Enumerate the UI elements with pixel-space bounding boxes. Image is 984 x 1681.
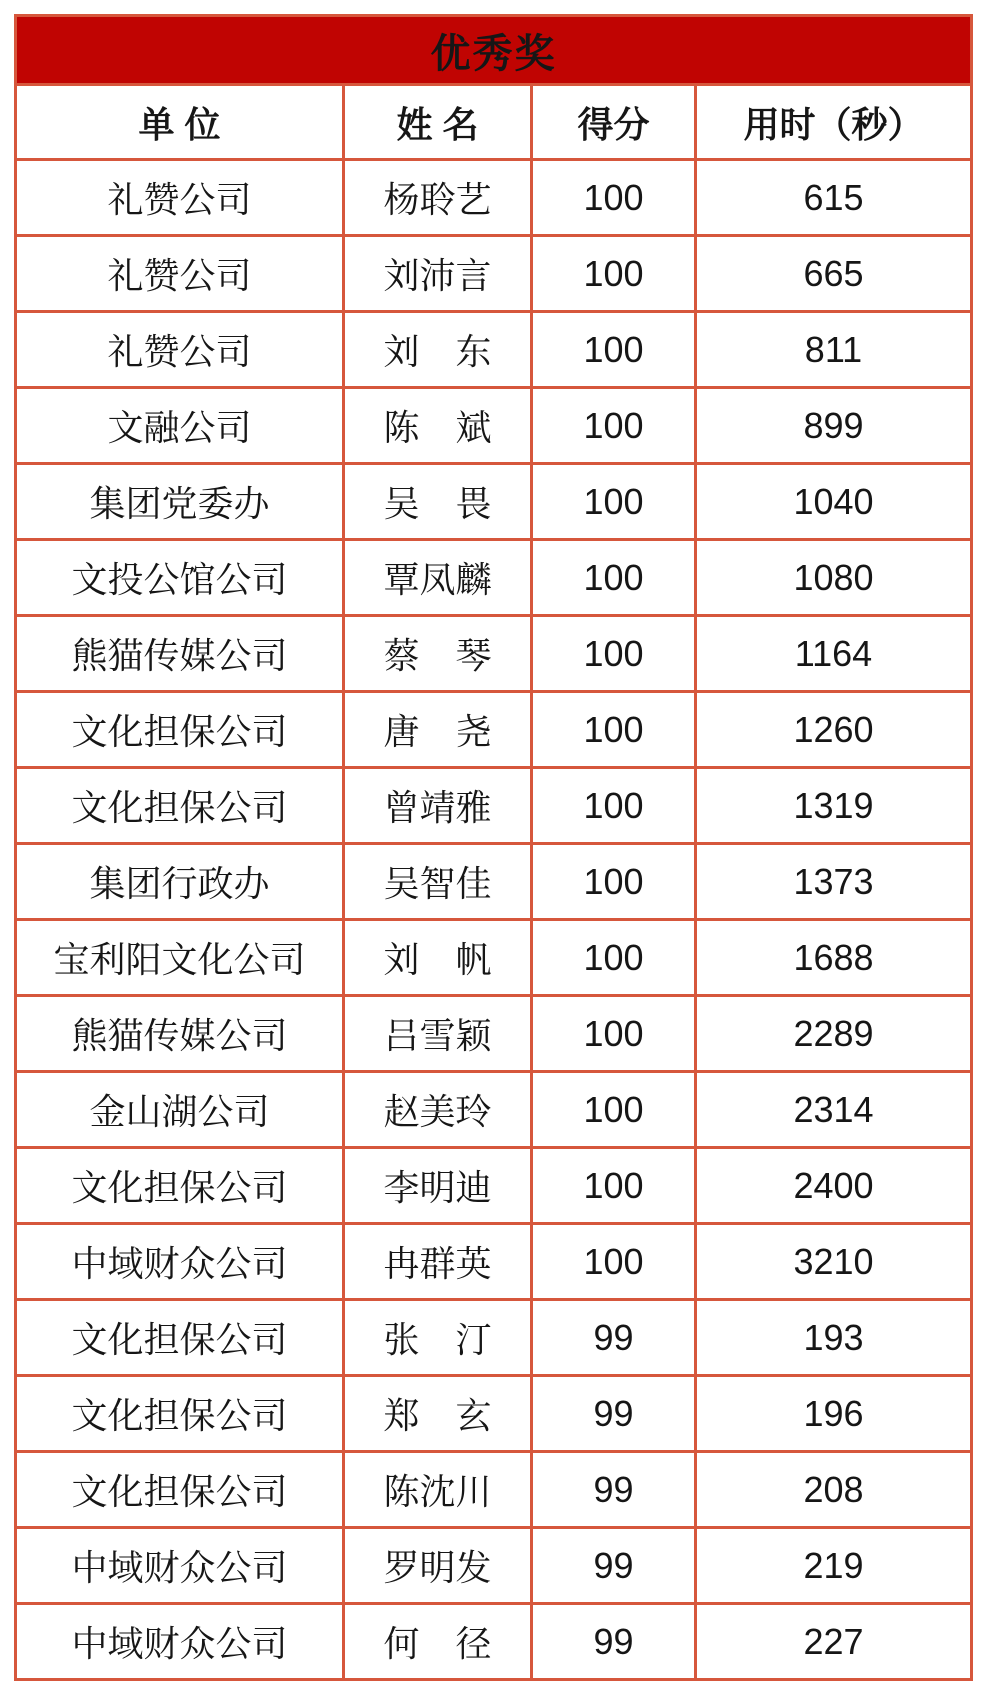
cell-unit: 中域财众公司 [16,1604,344,1680]
cell-time: 193 [696,1300,972,1376]
table-row [16,1452,972,1528]
cell-name: 冉群英 [344,1224,532,1300]
col-header-score: 得分 [532,85,696,160]
col-header-unit: 单 位 [16,85,344,160]
cell-name: 唐 尧 [344,692,532,768]
cell-score: 99 [532,1528,696,1604]
table-row [16,920,972,996]
table-title: 优秀奖 [16,16,972,85]
cell-score: 100 [532,1072,696,1148]
cell-unit: 礼赞公司 [16,312,344,388]
cell-unit: 文化担保公司 [16,1148,344,1224]
cell-name: 陈沈川 [344,1452,532,1528]
cell-name: 刘 东 [344,312,532,388]
table-row [16,844,972,920]
cell-unit: 金山湖公司 [16,1072,344,1148]
cell-name: 张 汀 [344,1300,532,1376]
col-header-time: 用时（秒） [696,85,972,160]
cell-score: 100 [532,312,696,388]
table-row [16,464,972,540]
table-row [16,616,972,692]
cell-unit: 中域财众公司 [16,1528,344,1604]
cell-score: 100 [532,464,696,540]
cell-score: 100 [532,920,696,996]
table-row [16,1148,972,1224]
table-row [16,996,972,1072]
cell-time: 1040 [696,464,972,540]
award-table [14,14,973,1681]
cell-unit: 文化担保公司 [16,1452,344,1528]
cell-unit: 中域财众公司 [16,1224,344,1300]
cell-unit: 礼赞公司 [16,236,344,312]
table-row [16,768,972,844]
cell-name: 何 径 [344,1604,532,1680]
table-row [16,312,972,388]
cell-time: 615 [696,160,972,236]
cell-time: 665 [696,236,972,312]
cell-unit: 礼赞公司 [16,160,344,236]
cell-time: 2400 [696,1148,972,1224]
cell-name: 赵美玲 [344,1072,532,1148]
table-row [16,160,972,236]
table-row [16,1604,972,1680]
cell-score: 99 [532,1376,696,1452]
cell-unit: 集团行政办 [16,844,344,920]
cell-time: 1373 [696,844,972,920]
table-row [16,540,972,616]
cell-name: 陈 斌 [344,388,532,464]
cell-score: 100 [532,540,696,616]
cell-unit: 文化担保公司 [16,1300,344,1376]
col-header-name: 姓 名 [344,85,532,160]
cell-name: 蔡 琴 [344,616,532,692]
cell-time: 196 [696,1376,972,1452]
cell-time: 2289 [696,996,972,1072]
table-row [16,1224,972,1300]
cell-time: 3210 [696,1224,972,1300]
cell-time: 811 [696,312,972,388]
cell-name: 覃凤麟 [344,540,532,616]
title-row [16,16,972,85]
cell-score: 100 [532,1148,696,1224]
cell-score: 99 [532,1300,696,1376]
cell-unit: 文融公司 [16,388,344,464]
cell-score: 100 [532,692,696,768]
cell-score: 99 [532,1604,696,1680]
cell-time: 1319 [696,768,972,844]
cell-time: 1164 [696,616,972,692]
cell-score: 100 [532,768,696,844]
cell-name: 吕雪颖 [344,996,532,1072]
cell-score: 100 [532,616,696,692]
cell-name: 杨聆艺 [344,160,532,236]
cell-time: 1080 [696,540,972,616]
cell-score: 100 [532,236,696,312]
cell-score: 100 [532,388,696,464]
cell-time: 1260 [696,692,972,768]
table-row [16,1376,972,1452]
table-row [16,692,972,768]
cell-name: 李明迪 [344,1148,532,1224]
cell-time: 1688 [696,920,972,996]
cell-score: 100 [532,996,696,1072]
cell-unit: 集团党委办 [16,464,344,540]
table-row [16,1528,972,1604]
cell-name: 吴智佳 [344,844,532,920]
column-header-row [16,85,972,160]
cell-time: 899 [696,388,972,464]
cell-unit: 宝利阳文化公司 [16,920,344,996]
table-row [16,1300,972,1376]
cell-time: 219 [696,1528,972,1604]
cell-unit: 熊猫传媒公司 [16,616,344,692]
cell-time: 227 [696,1604,972,1680]
cell-score: 99 [532,1452,696,1528]
cell-name: 吴 畏 [344,464,532,540]
cell-unit: 熊猫传媒公司 [16,996,344,1072]
cell-name: 刘 帆 [344,920,532,996]
cell-unit: 文化担保公司 [16,692,344,768]
cell-score: 100 [532,844,696,920]
cell-unit: 文化担保公司 [16,1376,344,1452]
cell-unit: 文投公馆公司 [16,540,344,616]
table-row [16,236,972,312]
table-row [16,388,972,464]
cell-name: 罗明发 [344,1528,532,1604]
table-row [16,1072,972,1148]
cell-score: 100 [532,1224,696,1300]
cell-time: 208 [696,1452,972,1528]
cell-time: 2314 [696,1072,972,1148]
table-body [16,160,972,1680]
cell-name: 郑 玄 [344,1376,532,1452]
cell-score: 100 [532,160,696,236]
cell-unit: 文化担保公司 [16,768,344,844]
cell-name: 曾靖雅 [344,768,532,844]
cell-name: 刘沛言 [344,236,532,312]
